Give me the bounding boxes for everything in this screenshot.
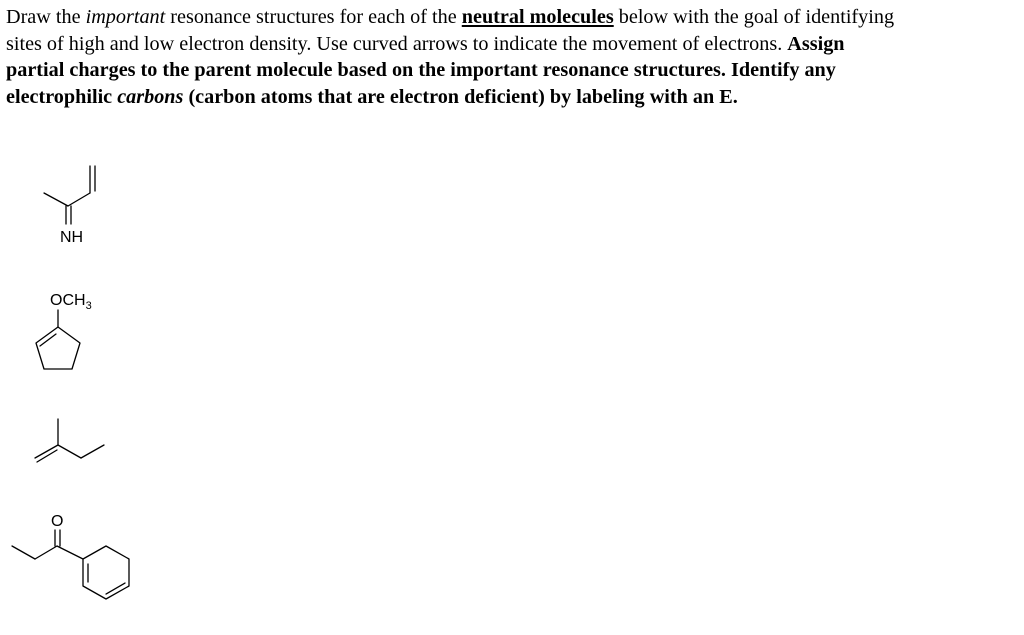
bond: [57, 546, 83, 559]
ring-double-bond: [106, 583, 125, 594]
instructions-bold-italic: carbons: [117, 85, 184, 108]
instructions-bold: electrophilic: [6, 85, 118, 108]
instructions-emphasis: important: [85, 6, 166, 28]
instructions-underlined-bold: neutral molecules: [461, 6, 614, 28]
instructions-bold: Assign: [787, 32, 845, 55]
bond: [12, 546, 35, 559]
instructions-bold: (carbon atoms that are electron deficient) by labeling with an E.: [183, 85, 738, 108]
atom-label-subscript: 3: [85, 300, 92, 312]
instructions-text: sites of high and low electron density. Use curved arrows to indicate the movement of electrons.: [6, 32, 788, 55]
atom-label-nh: NH: [60, 229, 84, 246]
molecule-4-bonds: [12, 530, 129, 599]
instructions-bold: partial charges to the parent molecule based on the important resonance structures. Identify any: [6, 59, 836, 81]
cyclohexene-ring: [83, 546, 129, 599]
atom-label-och: OCH: [50, 292, 86, 309]
instructions-text: resonance structures for each of the: [165, 6, 462, 28]
bond: [35, 546, 57, 559]
instructions-text: Draw the: [6, 6, 86, 28]
instructions-text: below with the goal of identifying: [613, 6, 895, 28]
atom-label-o: O: [51, 513, 64, 530]
